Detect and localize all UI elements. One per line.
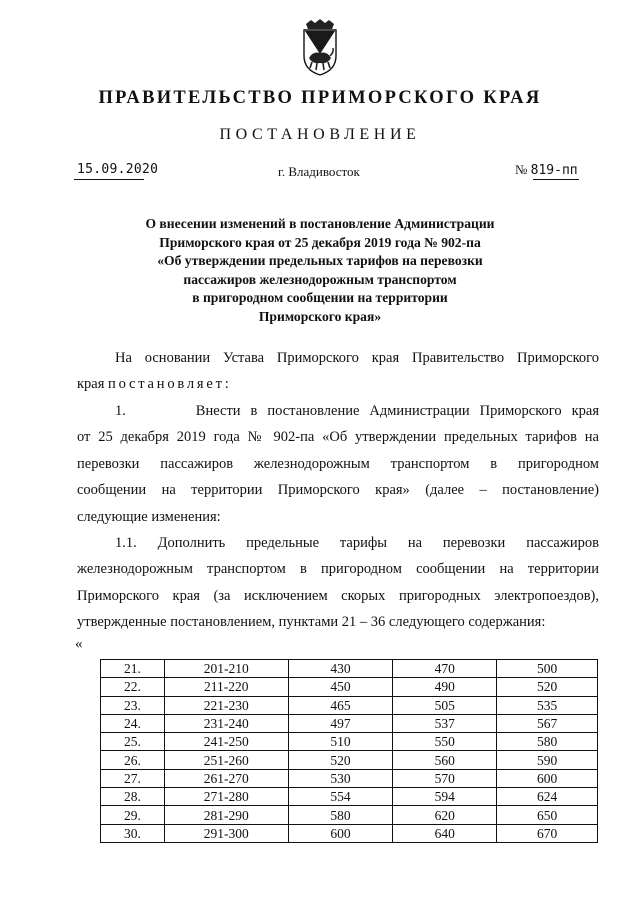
table-cell: 27. [101,769,165,787]
table-cell: 450 [288,678,393,696]
table-row [101,733,598,751]
body-text-fragment: края [77,376,109,393]
primorsky-krai-coat-of-arms-icon [301,18,339,76]
body-line: сообщении на территории Приморского края» (далее – постановление) [77,482,599,499]
table-cell: 23. [101,696,165,714]
table-cell: 624 [497,788,598,806]
table-cell: 500 [497,660,598,678]
body-line: На основании Устава Приморского края Правительство Приморского [115,350,599,366]
document-date: 15.09.2020 [77,162,159,177]
tariff-table [100,659,598,843]
table-row [101,824,598,842]
table-row [101,714,598,732]
table-cell: 580 [497,733,598,751]
table-cell: 600 [288,824,393,842]
table-cell: 670 [497,824,598,842]
table-row [101,788,598,806]
table-cell: 560 [393,751,497,769]
table-cell: 221-230 [164,696,288,714]
body-line: Приморского края (за исключением скорых пригородных электропоездов), [77,587,599,604]
subject-line: О внесении изменений в постановление Администрации [145,216,495,231]
number-underline [533,179,579,180]
table-cell: 570 [393,769,497,787]
body-line: от 25 декабря 2019 года № 902-па «Об утверждении предельных тарифов на [77,429,599,446]
table-row [101,660,598,678]
table-cell: 25. [101,733,165,751]
table-cell: 28. [101,788,165,806]
table-cell: 530 [288,769,393,787]
date-underline [74,179,144,180]
table-cell: 497 [288,714,393,732]
table-row [101,751,598,769]
table-cell: 650 [497,806,598,824]
document-number [515,162,578,178]
table-cell: 470 [393,660,497,678]
table-cell: 520 [288,751,393,769]
table-cell: 291-300 [164,824,288,842]
body-line [77,371,599,397]
table-cell: 640 [393,824,497,842]
table-cell: 281-290 [164,806,288,824]
body-line: следующие изменения: [77,508,221,525]
table-cell: 211-220 [164,678,288,696]
number-sign: № [515,162,528,177]
subject-line: «Об утверждении предельных тарифов на перевозки [157,253,483,268]
subject-line: пассажиров железнодорожным транспортом [183,271,457,287]
table-cell: 231-240 [164,714,288,732]
table-cell: 590 [497,751,598,769]
table-cell: 261-270 [164,769,288,787]
table-cell: 490 [393,678,497,696]
subject-line: Приморского края» [258,308,382,324]
table-cell: 520 [497,678,598,696]
table-row [101,696,598,714]
table-cell: 620 [393,806,497,824]
subject-line: в пригородном сообщении на территории [192,290,448,305]
subject-line: Приморского края от 25 декабря 2019 года № 902-па [159,234,481,250]
table-cell: 465 [288,696,393,714]
body-line: утвержденные постановлением, пунктами 21 – 36 следующего содержания: [77,614,546,631]
body-line: железнодорожным транспортом в пригородном сообщении на территории [77,561,599,578]
table-cell: 21. [101,660,165,678]
number-value: 819-пп [530,163,578,178]
body-line: 1.1. Дополнить предельные тарифы на перевозки пассажиров [115,535,599,551]
table-cell: 30. [101,824,165,842]
body-line: перевозки пассажиров железнодорожным транспортом в пригородном [77,455,599,472]
table-cell: 505 [393,696,497,714]
table-cell: 580 [288,806,393,824]
government-title: ПРАВИТЕЛЬСТВО ПРИМОРСКОГО КРАЯ [98,88,542,108]
table-cell: 535 [497,696,598,714]
table-cell: 567 [497,714,598,732]
table-cell: 201-210 [164,660,288,678]
table-cell: 29. [101,806,165,824]
table-cell: 594 [393,788,497,806]
table-cell: 430 [288,660,393,678]
body-paragraph-item-1 [77,398,599,530]
table-cell: 271-280 [164,788,288,806]
table-cell: 251-260 [164,751,288,769]
table-cell: 537 [393,714,497,732]
table-cell: 510 [288,733,393,751]
document-type: ПОСТАНОВЛЕНИЕ [219,126,421,143]
document-city: г. Владивосток [278,164,360,179]
table-cell: 22. [101,678,165,696]
table-row [101,678,598,696]
resolves-word: постановляет: [108,376,232,393]
opening-quote: « [75,636,83,652]
document-subject [100,215,540,326]
table-cell: 600 [497,769,598,787]
table-cell: 26. [101,751,165,769]
table-cell: 241-250 [164,733,288,751]
body-paragraph-basis [77,345,599,398]
body-paragraph-item-1-1 [77,530,599,636]
table-row [101,806,598,824]
table-cell: 550 [393,733,497,751]
body-line: 1. Внести в постановление Администрации Приморского края [115,403,599,419]
table-cell: 24. [101,714,165,732]
table-cell: 554 [288,788,393,806]
table-row [101,769,598,787]
